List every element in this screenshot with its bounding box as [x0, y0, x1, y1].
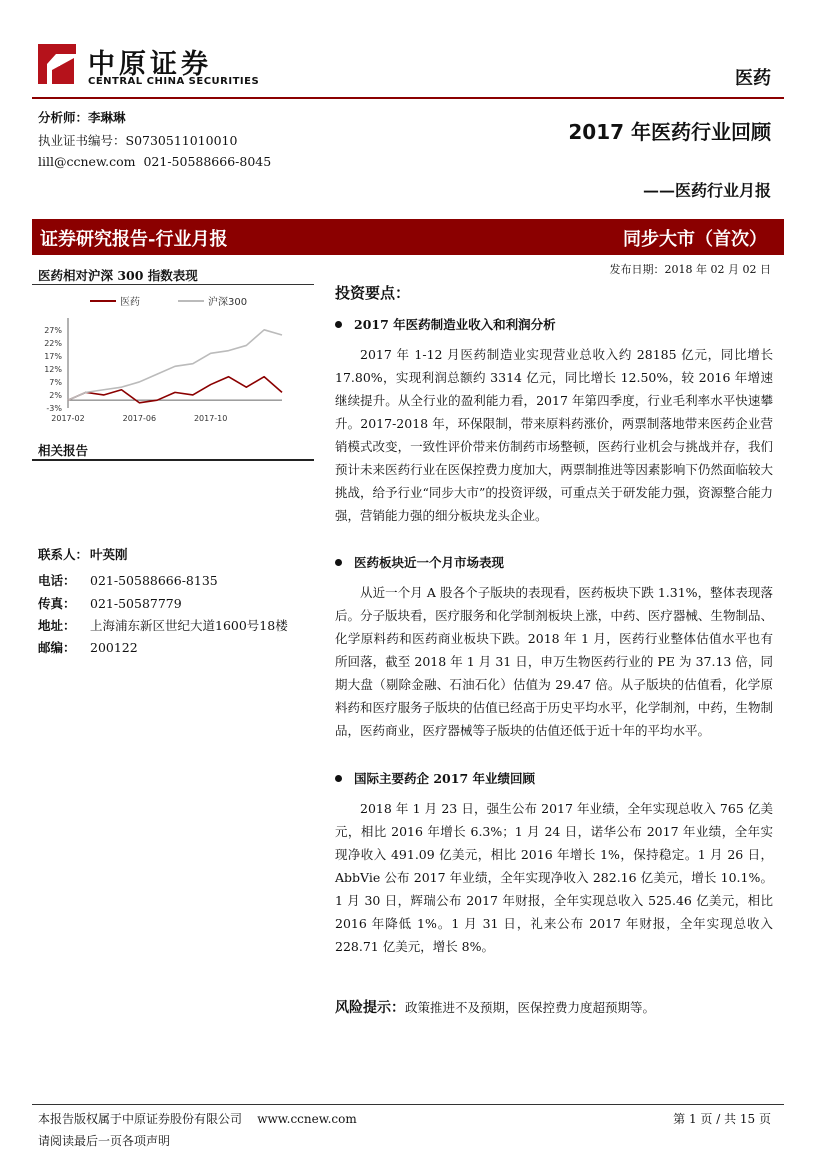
- y-tick-label: 12%: [44, 364, 62, 374]
- y-tick-label: -3%: [46, 404, 62, 413]
- x-tick-label: 2017-02: [51, 414, 85, 423]
- contact-value: 021-50587779: [90, 596, 182, 611]
- report-type-label: 证券研究报告-行业月报: [40, 229, 228, 250]
- risk-warning: [335, 997, 655, 1017]
- y-tick-label: 27%: [44, 325, 62, 335]
- legend-label: 医药: [120, 297, 140, 308]
- sector-tag: 医药: [735, 68, 771, 89]
- section-heading-text: 医药板块近一个月市场表现: [354, 555, 505, 570]
- contact-value: 叶英刚: [90, 547, 128, 562]
- section-body: 2017 年 1-12 月医药制造业实现营业总收入约 28185 亿元，同比增长 17.80%，实现利润总额约 3314 亿元，同比增长 12.50%，较 2016 年增速继续提升。从全行业的盈利能力看，2017 年第四季度，行业毛利率水平快速攀升。2017-2018 年，环保限制，带来原料药涨价，两票制落地带来医药企业营销模式改变，一致性评价带来仿制药市场整顿，医药行业机会与挑战并存，我们预计未来医药行业在医保控费力度加大，两票制推进等因素影响下仍然面临较大挑战，给予行业“同步大市”的投资评级，可重点关于研发能力强，资源整合能力强，营销能力强的细分板块龙头企业。: [335, 347, 773, 523]
- contact-row: [38, 594, 182, 612]
- company-name-cn: 中原证券: [88, 49, 212, 80]
- analyst-cert-number: 执业证书编号：S0730511010010: [38, 133, 238, 148]
- contact-label: 传真：: [38, 596, 76, 611]
- contact-label: 邮编：: [38, 640, 76, 655]
- contact-label: 地址：: [38, 618, 76, 633]
- chart-divider: [32, 284, 314, 285]
- related-reports-title: 相关报告: [38, 443, 89, 458]
- bullet-icon: [335, 321, 342, 328]
- series-line: [68, 330, 282, 400]
- related-reports-divider: [32, 459, 314, 461]
- section-heading-text: 国际主要药企 2017 年业绩回顾: [354, 771, 535, 786]
- footer-copyright: 本报告版权属于中原证券股份有限公司 www.ccnew.com: [38, 1112, 357, 1126]
- y-tick-label: 17%: [44, 351, 62, 361]
- publish-date: 发布日期：2018 年 02 月 02 日: [609, 263, 771, 276]
- chart-title: 医药相对沪深 300 指数表现: [38, 268, 198, 283]
- header-divider: [32, 97, 784, 99]
- section-body: 2018 年 1 月 23 日，强生公布 2017 年业绩，全年实现总收入 765 亿美元，相比 2016 年增长 6.3%；1 月 24 日，诺华公布 2017 年业绩，全年实现净收入 491.09 亿美元，相比 2016 年增长 1%，保持稳定。1 月 26 日，AbbVie 公布 2017 年业绩，全年实现净收入 282.16 亿美元，增长 10.1%。1 月 30 日，辉瑞公布 2017 年财报，全年实现总收入 525.46 亿美元，相比 2016 年降低 1%。1 月 31 日，礼来公布 2017 年财报，全年实现总收入 228.71 亿美元，增长 8%。: [335, 801, 773, 954]
- footer-notice: 请阅读最后一页各项声明: [38, 1134, 171, 1148]
- contact-row: [38, 638, 138, 656]
- y-tick-label: 22%: [44, 338, 62, 348]
- y-tick-label: 7%: [49, 377, 62, 387]
- contact-row: [38, 616, 288, 634]
- company-logo-icon: [38, 40, 78, 86]
- section-body: 从近一个月 A 股各个子版块的表现看，医药板块下跌 1.31%，整体表现落后。分子版块看，医疗服务和化学制剂板块上涨，中药、医疗器械、生物制品、化学原料药和医药商业板块下跌。2018 年 1 月，医药行业整体估值水平也有所回落，截至 2018 年 1 月 31 日，申万生物医药行业的 PE 为 37.13 倍，同期大盘（剔除金融、石油石化）估值为 29.47 倍。从子版块的估值看，化学原料药和医疗服务子版块的估值已经高于历史平均水平，化学制剂，中药，生物制品，医药商业，医疗器械等子版块的估值还低于近十年的平均水平。: [335, 585, 773, 738]
- key-points-title: 投资要点：: [335, 284, 411, 302]
- x-tick-label: 2017-06: [122, 414, 157, 423]
- company-name-en: CENTRAL CHINA SECURITIES: [88, 76, 260, 87]
- contact-value: 021-50588666-8135: [90, 573, 218, 588]
- contact-row: [38, 571, 218, 589]
- x-tick-label: 2017-10: [193, 414, 228, 423]
- section-heading-text: 2017 年医药制造业收入和利润分析: [354, 317, 556, 332]
- contact-value: 上海浦东新区世纪大道1600号18楼: [90, 618, 288, 633]
- y-tick-label: 2%: [49, 390, 62, 400]
- analyst-name: 分析师：李琳琳: [38, 110, 126, 125]
- contact-row: [38, 545, 128, 563]
- contact-label: 联系人：: [38, 547, 89, 562]
- risk-label: 风险提示：: [335, 1000, 405, 1016]
- section-heading: [335, 769, 535, 787]
- bullet-icon: [335, 559, 342, 566]
- footer-divider: [32, 1104, 784, 1105]
- section-heading: [335, 315, 556, 333]
- contact-value: 200122: [90, 640, 138, 655]
- bullet-icon: [335, 775, 342, 782]
- contact-label: 电话：: [38, 573, 76, 588]
- page-number: 第 1 页 / 共 15 页: [673, 1112, 771, 1126]
- risk-text: 政策推进不及预期，医保控费力度超预期等。: [405, 1000, 656, 1015]
- relative-performance-chart: [32, 290, 314, 430]
- analyst-contact: lill@ccnew.com 021-50588666-8045: [38, 154, 272, 169]
- report-subtitle: ——医药行业月报: [642, 181, 771, 200]
- investment-rating: 同步大市（首次）: [623, 229, 767, 250]
- report-title: 2017 年医药行业回顾: [568, 120, 771, 144]
- legend-label: 沪深300: [208, 297, 248, 308]
- section-heading: [335, 553, 504, 571]
